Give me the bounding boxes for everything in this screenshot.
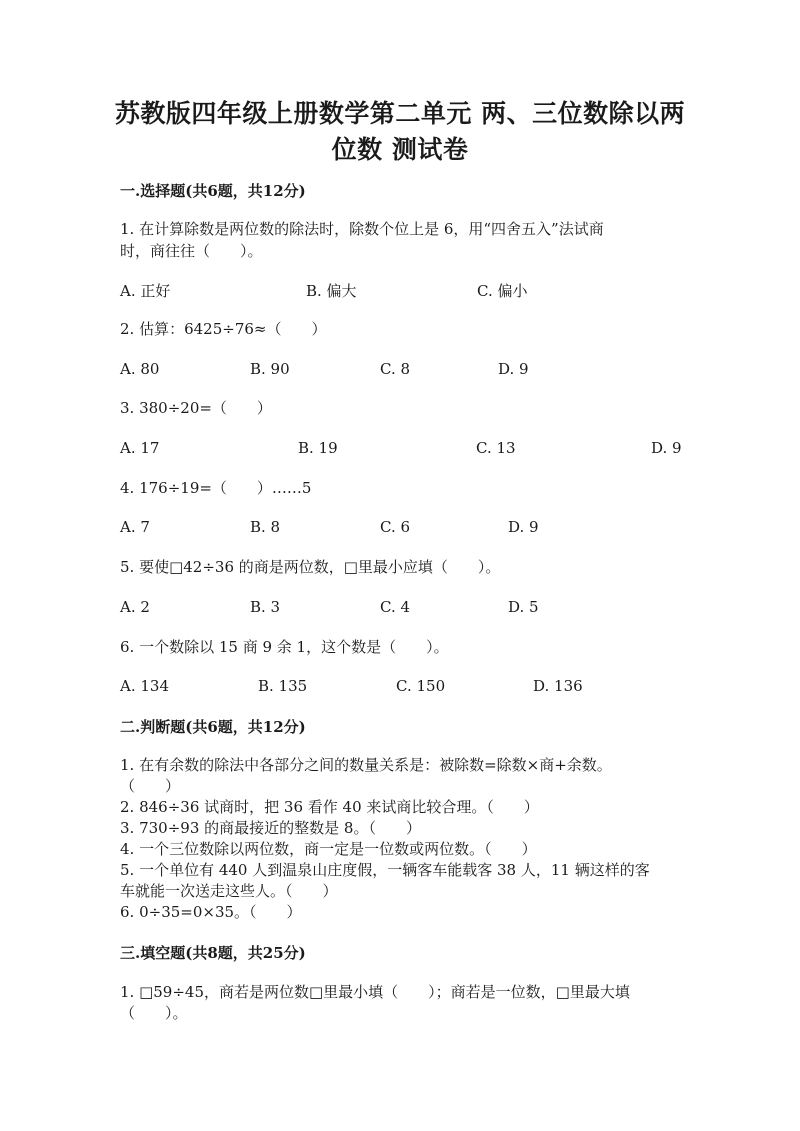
tf-line: 5. 一个单位有 440 人到温泉山庄度假，一辆客车能载客 38 人，11 辆这样的客 bbox=[120, 861, 650, 879]
q4-option-d: D. 9 bbox=[508, 518, 539, 536]
fill-question-1-line-2: （ ）。 bbox=[120, 1004, 188, 1022]
q6-option-d: D. 136 bbox=[533, 677, 583, 695]
q1-option-a: A. 正好 bbox=[120, 282, 171, 300]
title-line-2: 位数 测试卷 bbox=[331, 135, 469, 164]
question-1-line-1: 1. 在计算除数是两位数的除法时，除数个位上是 6，用“四舍五入”法试商 bbox=[120, 220, 604, 238]
q6-option-a: A. 134 bbox=[120, 677, 169, 695]
fill-question-1-line-1: 1. □59÷45，商若是两位数□里最小填（ ）；商若是一位数，□里最大填 bbox=[120, 983, 630, 1001]
question-3: 3. 380÷20=（ ） bbox=[120, 399, 272, 417]
page-title bbox=[100, 96, 700, 168]
section-heading-choice: 一.选择题(共6题，共12分) bbox=[120, 182, 306, 200]
tf-line: 3. 730÷93 的商最接近的整数是 8。（ ） bbox=[120, 819, 421, 837]
section-heading-fill-in: 三.填空题(共8题，共25分) bbox=[120, 944, 306, 962]
q5-option-c: C. 4 bbox=[380, 598, 411, 616]
q4-option-a: A. 7 bbox=[120, 518, 150, 536]
tf-line: 4. 一个三位数除以两位数，商一定是一位数或两位数。（ ） bbox=[120, 840, 537, 858]
q3-option-c: C. 13 bbox=[476, 439, 516, 457]
question-5: 5. 要使□42÷36 的商是两位数，□里最小应填（ ）。 bbox=[120, 558, 501, 576]
tf-line: 1. 在有余数的除法中各部分之间的数量关系是：被除数=除数×商+余数。 bbox=[120, 756, 612, 774]
tf-line: （ ） bbox=[120, 777, 181, 795]
section-heading-true-false: 二.判断题(共6题，共12分) bbox=[120, 718, 306, 736]
tf-line: 车就能一次送走这些人。（ ） bbox=[120, 882, 338, 900]
q2-option-d: D. 9 bbox=[498, 360, 529, 378]
tf-line: 6. 0÷35=0×35。（ ） bbox=[120, 903, 302, 921]
q3-option-d: D. 9 bbox=[651, 439, 682, 457]
q4-option-c: C. 6 bbox=[380, 518, 411, 536]
q1-option-b: B. 偏大 bbox=[306, 282, 357, 300]
question-4: 4. 176÷19=（ ）……5 bbox=[120, 479, 312, 497]
q6-option-c: C. 150 bbox=[396, 677, 446, 695]
question-1-line-2: 时，商往往（ ）。 bbox=[120, 242, 263, 260]
q4-option-b: B. 8 bbox=[250, 518, 281, 536]
q5-option-d: D. 5 bbox=[508, 598, 539, 616]
q5-option-a: A. 2 bbox=[120, 598, 150, 616]
title-line-1: 苏教版四年级上册数学第二单元 两、三位数除以两 bbox=[114, 99, 686, 128]
question-6: 6. 一个数除以 15 商 9 余 1，这个数是（ ）。 bbox=[120, 638, 449, 656]
q2-option-a: A. 80 bbox=[120, 360, 160, 378]
q3-option-b: B. 19 bbox=[298, 439, 338, 457]
question-2: 2. 估算：6425÷76≈（ ） bbox=[120, 320, 327, 338]
q1-option-c: C. 偏小 bbox=[477, 282, 528, 300]
q2-option-c: C. 8 bbox=[380, 360, 411, 378]
q6-option-b: B. 135 bbox=[258, 677, 308, 695]
q2-option-b: B. 90 bbox=[250, 360, 290, 378]
tf-line: 2. 846÷36 试商时，把 36 看作 40 来试商比较合理。（ ） bbox=[120, 798, 539, 816]
q3-option-a: A. 17 bbox=[120, 439, 160, 457]
q5-option-b: B. 3 bbox=[250, 598, 281, 616]
